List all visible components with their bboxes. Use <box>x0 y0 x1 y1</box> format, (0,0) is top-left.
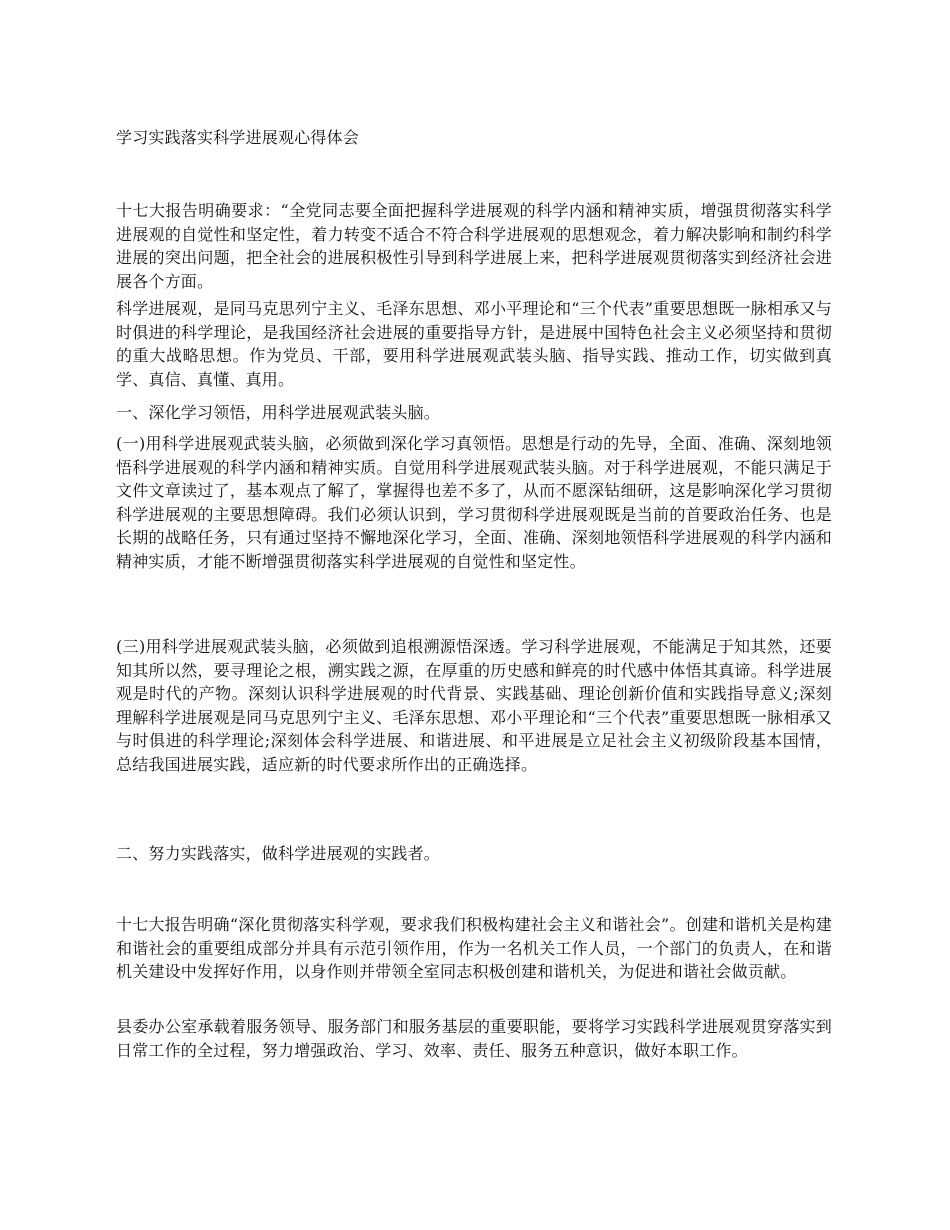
paragraph-harmonious-society: 十七大报告明确“深化贯彻落实科学观，要求我们积极构建社会主义和谐社会”。创建和谐机关是构建和谐社会的重要组成部分并具有示范引领作用，作为一名机关工作人员，一个部门的负责人，在和谐机关建设中发挥好作用，以身作则并带领全室同志积极创建和谐机关，为促进和谐社会做贡献。 <box>116 915 832 982</box>
paragraph-scientific-outlook: 科学进展观，是同马克思列宁主义、毛泽东思想、邓小平理论和“三个代表”重要思想既一脉相承又与时俱进的科学理论，是我国经济社会进展的重要指导方针，是进展中国特色社会主义必须坚持和贯彻的重大战略思想。作为党员、干部，要用科学进展观武装头脑、指导实践、推动工作，切实做到真学、真信、真懂、真用。 <box>116 299 832 389</box>
document-title: 学习实践落实科学进展观心得体会 <box>116 128 360 147</box>
paragraph-county-office: 县委办公室承载着服务领导、服务部门和服务基层的重要职能，要将学习实践科学进展观贯穿落实到日常工作的全过程，努力增强政治、学习、效率、责任、服务五种意识，做好本职工作。 <box>116 1017 832 1060</box>
paragraph-report-requirement: 十七大报告明确要求：“全党同志要全面把握科学进展观的科学内涵和精神实质，增强贯彻落实科学进展观的自觉性和坚定性，着力转变不适合不符合科学进展观的思想观念，着力解决影响和制约科学进展的突出问题，把全社会的进展积极性引导到科学进展上来，把科学进展观贯彻落实到经济社会进展各个方面。 <box>116 201 832 291</box>
paragraph-deep-study: (一)用科学进展观武装头脑，必须做到深化学习真领悟。思想是行动的先导，全面、准确、深刻地领悟科学进展观的科学内涵和精神实质。自觉用科学进展观武装头脑。对于科学进展观，不能只满足于文件文章读过了，基本观点了解了，掌握得也差不多了，从而不愿深钻细研，这是影响深化学习贯彻科学进展观的主要思想障碍。我们必须认识到，学习贯彻科学进展观既是当前的首要政治任务、也是长期的战略任务，只有通过坚持不懈地深化学习，全面、准确、深刻地领悟科学进展观的科学内涵和精神实质，才能不断增强贯彻落实科学进展观的自觉性和坚定性。 <box>116 434 832 571</box>
section-heading-one: 一、深化学习领悟，用科学进展观武装头脑。 <box>116 403 441 422</box>
section-heading-two: 二、努力实践落实，做科学进展观的实践者。 <box>116 844 441 863</box>
paragraph-trace-roots: (三)用科学进展观武装头脑，必须做到追根溯源悟深透。学习科学进展观，不能满足于知其然，还要知其所以然，要寻理论之根，溯实践之源，在厚重的历史感和鲜亮的时代感中体悟其真谛。科学进展观是时代的产物。深刻认识科学进展观的时代背景、实践基础、理论创新价值和实践指导意义;深刻理解科学进展观是同马克思列宁主义、毛泽东思想、邓小平理论和“三个代表”重要思想既一脉相承又与时俱进的科学理论;深刻体会科学进展、和谐进展、和平进展是立足社会主义初级阶段基本国情，总结我国进展实践，适应新的时代要求所作出的正确选择。 <box>116 637 832 774</box>
